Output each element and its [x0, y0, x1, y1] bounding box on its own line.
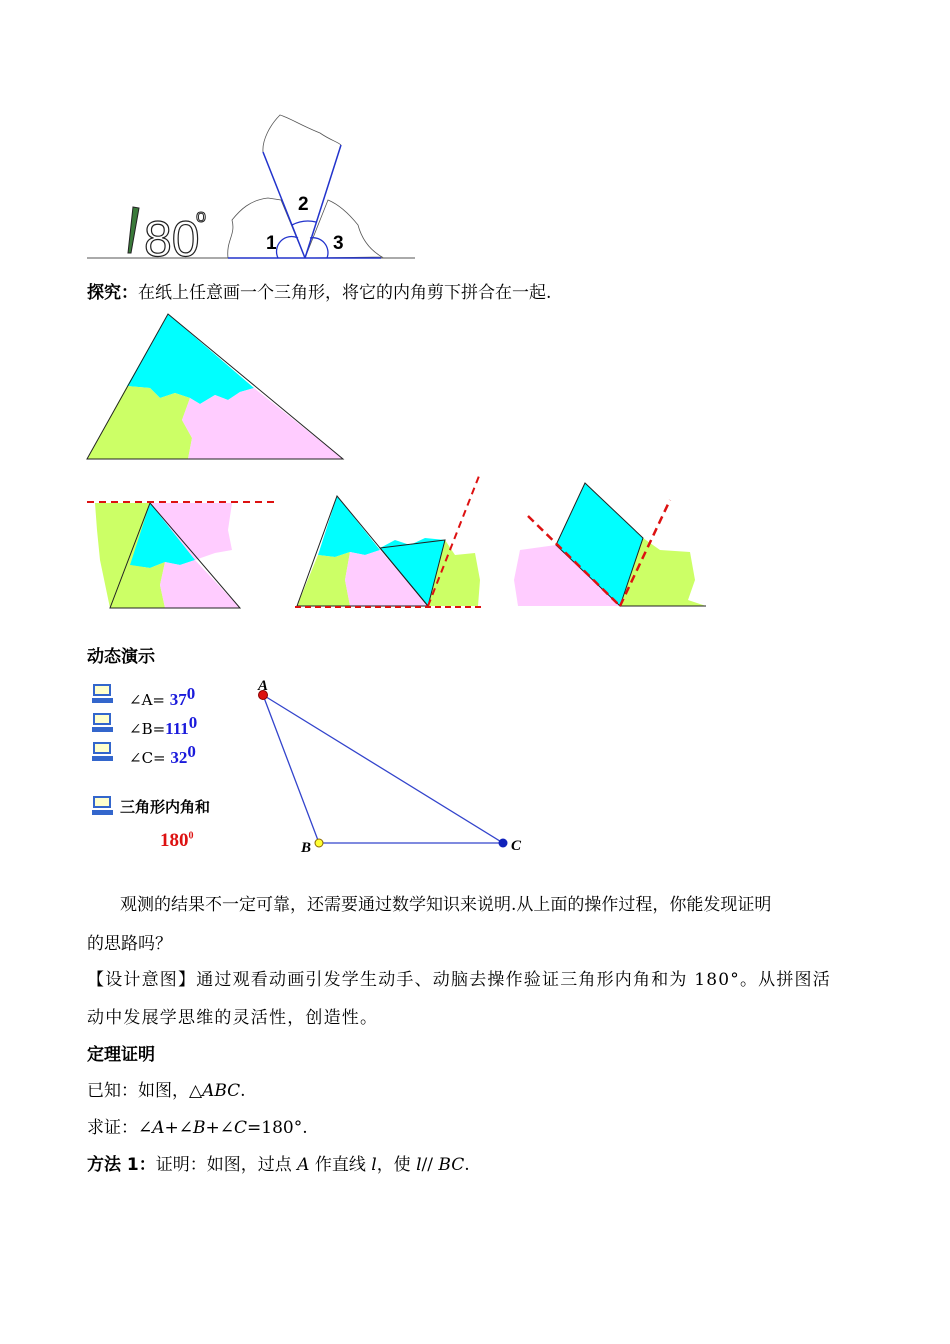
label-80: 80 [144, 211, 200, 267]
explore-label: 探究： [87, 283, 138, 303]
vertex-b-label: B [301, 840, 312, 856]
angle-sum-value: $180^0$ [160, 830, 194, 851]
paragraph-line-2: 的思路吗？ [87, 934, 172, 954]
dynamic-demo-heading: 动态演示 [87, 647, 155, 667]
theorem-heading: 定理证明 [87, 1045, 155, 1065]
explore-text: 在纸上任意画一个三角形，将它的内角剪下拼合在一起. [138, 283, 552, 303]
paragraph-line-1: 观测的结果不一定可靠，还需要通过数学知识来说明.从上面的操作过程，你能发现证明 [120, 895, 772, 915]
angle-label-3: 3 [333, 233, 344, 254]
vertex-b-point[interactable] [315, 839, 323, 847]
design-intent-line-2: 动中发展学思维的灵活性，创造性。 [87, 1008, 379, 1028]
angle-label-2: 2 [298, 194, 309, 215]
vertex-c-point[interactable] [499, 839, 508, 848]
vertex-a-label: A [258, 678, 269, 694]
prove-line: 求证：∠A+∠B+∠C=180°. [87, 1118, 308, 1138]
degree-mark: o [196, 206, 207, 226]
vertex-c-label: C [511, 838, 522, 854]
angle-label-1: 1 [266, 233, 277, 254]
design-intent-line-1: 【设计意图】通过观看动画引发学生动手、动脑去操作验证三角形内角和为 180°。从拼图活 [87, 970, 831, 990]
given-line: 已知：如图，△ABC. [87, 1081, 246, 1101]
method-1-line: 方法 1：证明：如图，过点 A 作直线 l，使 l// BC. [87, 1155, 470, 1175]
